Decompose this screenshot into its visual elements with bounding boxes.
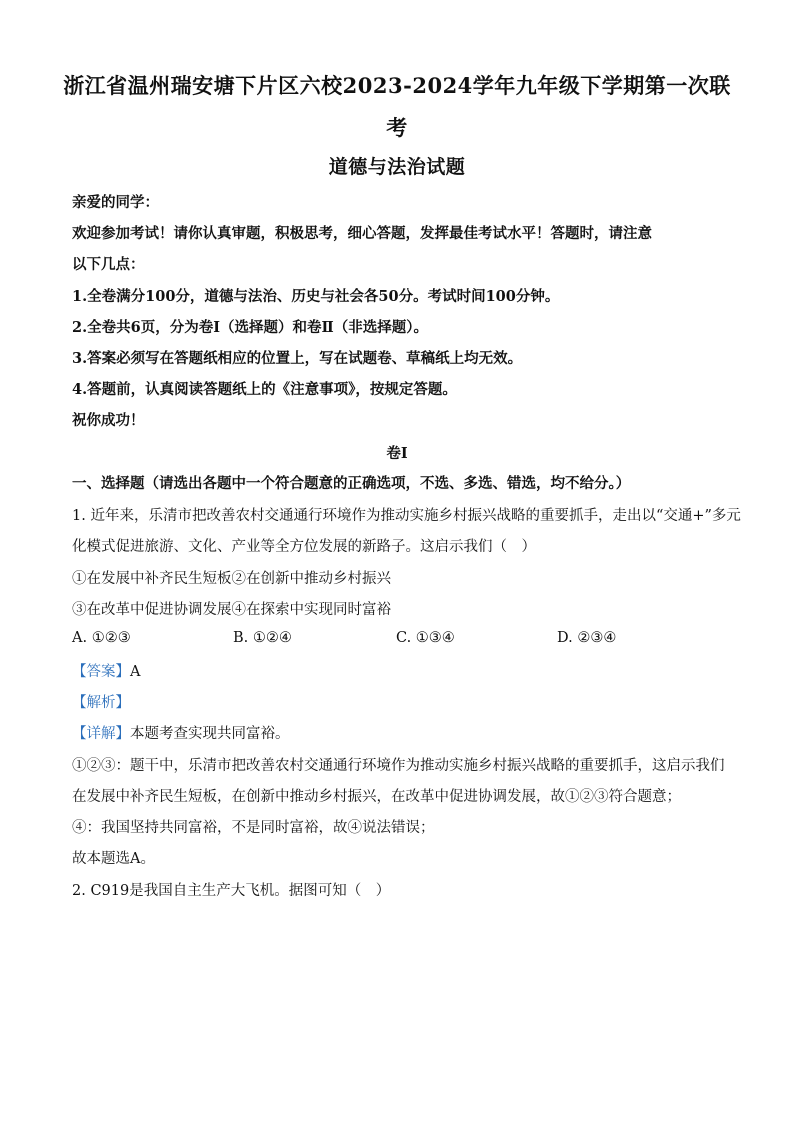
q1-detail-row xyxy=(72,722,290,743)
volume-heading: 卷Ⅰ xyxy=(386,445,408,462)
answer-tag: 【答案】 xyxy=(72,664,130,680)
exam-subtitle: 道德与法治试题 xyxy=(328,156,466,178)
q1-stem-line-1: 1. 近年来，乐清市把改善农村交通通行环境作为推动实施乡村振兴战略的重要抓手，走出以“交通+”多元 xyxy=(72,508,741,524)
q2-stem: 2. C919是我国自主生产大飞机。据图可知（ ） xyxy=(72,883,391,899)
q1-stem-line-2: 化模式促进旅游、文化、产业等全方位发展的新路子。这启示我们（ ） xyxy=(72,539,536,555)
detail-tag: 【详解】 xyxy=(72,726,130,742)
note-3: 3.答案必须写在答题纸相应的位置上，写在试题卷、草稿纸上均无效。 xyxy=(72,350,523,367)
q1-conclusion: 故本题选A。 xyxy=(72,851,155,867)
q1-answer-row xyxy=(72,660,140,681)
q1-explain-line-3: ④：我国坚持共同富裕，不是同时富裕，故④说法错误； xyxy=(72,820,435,836)
exam-title-line1: 浙江省温州瑞安塘下片区六校2023-2024学年九年级下学期第一次联 xyxy=(63,73,731,98)
note-4: 4.答题前，认真阅读答题纸上的《注意事项》，按规定答题。 xyxy=(72,381,457,398)
q1-explain-line-1: ①②③：题干中，乐清市把改善农村交通通行环境作为推动实施乡村振兴战略的重要抓手，这启示我们 xyxy=(72,758,725,774)
q1-explain-line-2: 在发展中补齐民生短板，在创新中推动乡村振兴，在改革中促进协调发展，故①②③符合题意； xyxy=(72,789,681,805)
wish: 祝你成功！ xyxy=(72,412,145,429)
greeting: 亲爱的同学： xyxy=(72,194,159,211)
intro-line-2: 以下几点： xyxy=(72,256,145,273)
intro-line-1: 欢迎参加考试！请你认真审题，积极思考，细心答题，发挥最佳考试水平！答题时，请注意 xyxy=(72,225,652,242)
note-2: 2.全卷共6页，分为卷Ⅰ（选择题）和卷Ⅱ（非选择题）。 xyxy=(72,319,428,336)
q1-option-d: D. ②③④ xyxy=(557,630,617,646)
q1-statements-line-2: ③在改革中促进协调发展④在探索中实现同时富裕 xyxy=(72,602,391,618)
q1-option-c: C. ①③④ xyxy=(396,630,455,646)
q1-statements-line-1: ①在发展中补齐民生短板②在创新中推动乡村振兴 xyxy=(72,571,391,587)
q1-option-b: B. ①②④ xyxy=(233,630,292,646)
detail-text: 本题考查实现共同富裕。 xyxy=(130,726,290,742)
answer-value: A xyxy=(130,664,141,680)
analysis-tag: 【解析】 xyxy=(72,695,130,711)
exam-title-line2: 考 xyxy=(386,115,408,140)
section-heading: 一、选择题（请选出各题中一个符合题意的正确选项，不选、多选、错选，均不给分。） xyxy=(72,475,631,492)
q1-option-a: A. ①②③ xyxy=(72,630,131,646)
note-1: 1.全卷满分100分，道德与法治、历史与社会各50分。考试时间100分钟。 xyxy=(72,288,560,305)
q1-analysis-row xyxy=(72,691,130,712)
